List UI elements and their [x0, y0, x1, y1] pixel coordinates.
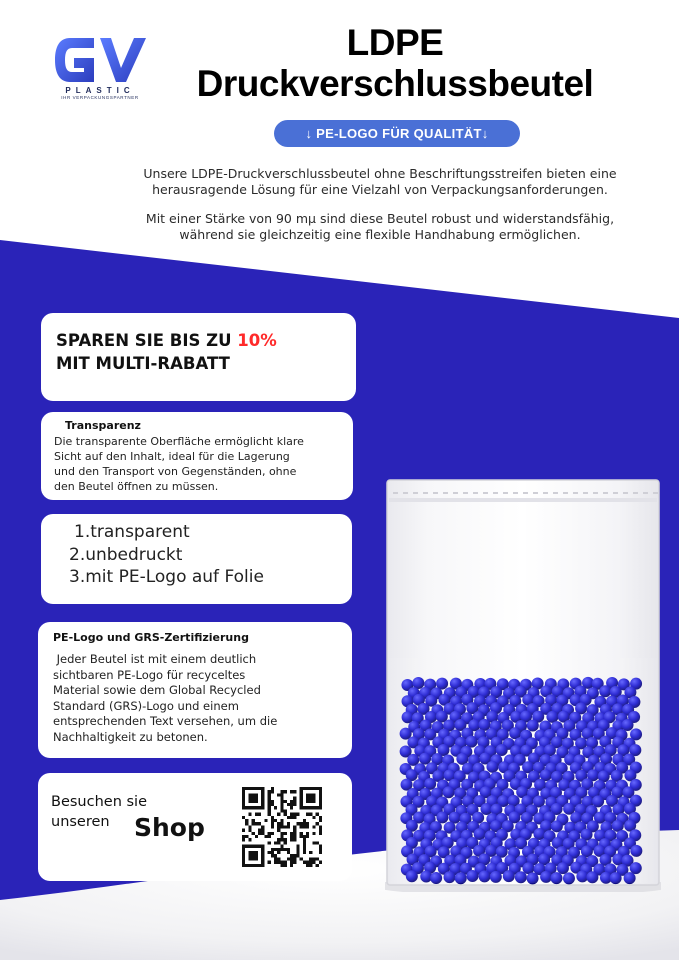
gv-logo-icon	[50, 32, 150, 88]
shop-invite	[51, 792, 147, 832]
certification-line: Material sowie dem Global Recycled	[53, 683, 261, 697]
discount-percent: 10%	[237, 331, 277, 350]
transparency-line: Sicht auf den Inhalt, ideal für die Lagerung	[54, 450, 290, 463]
certification-line: entsprechenden Text versehen, um die	[53, 714, 278, 728]
certification-heading: PE-Logo und GRS-Zertifizierung	[53, 631, 249, 644]
certification-card	[38, 622, 352, 758]
intro-p1-line1: Unsere LDPE-Druckverschlussbeutel ohne Beschriftungsstreifen bieten eine	[143, 166, 617, 181]
intro-p2-line1: Mit einer Stärke von 90 mμ sind diese Beutel robust und widerstandsfähig,	[145, 211, 615, 226]
intro-paragraph-1	[105, 166, 655, 197]
zip-bag-image	[385, 478, 661, 892]
quality-badge: ↓ PE-LOGO FÜR QUALITÄT↓	[274, 120, 520, 147]
transparency-card	[41, 412, 353, 500]
intro-text	[105, 166, 655, 256]
shop-card[interactable]	[38, 773, 352, 881]
transparency-heading: Transparenz	[65, 419, 141, 432]
shop-invite-line-1: Besuchen sie	[51, 794, 147, 810]
certification-line: Nachhaltigkeit zu betonen.	[53, 729, 208, 744]
transparency-line: und den Transport von Gegenständen, ohne	[54, 465, 297, 478]
certification-line: Jeder Beutel ist mit einem deutlich	[53, 652, 257, 666]
transparency-body	[54, 434, 349, 494]
discount-prefix: SPAREN SIE BIS ZU	[56, 331, 238, 350]
brand-logo	[50, 32, 150, 102]
page-title	[170, 22, 620, 104]
intro-p2-line2: während sie gleichzeitig eine flexible Handhabung ermöglichen.	[179, 226, 581, 242]
qr-code-icon[interactable]	[242, 787, 322, 867]
certification-line: Standard (GRS)-Logo und einem	[53, 698, 239, 713]
intro-paragraph-2	[105, 211, 655, 242]
discount-text	[56, 329, 277, 375]
discount-card	[41, 313, 356, 401]
title-line-1: LDPE	[346, 22, 444, 63]
shop-invite-line-2: unseren	[51, 814, 110, 830]
logo-tagline: IHR VERPACKUNGSPARTNER	[61, 95, 139, 100]
variants-card	[41, 514, 352, 604]
logo-wordmark: PLASTIC	[65, 86, 135, 95]
intro-p1-line2: herausragende Lösung für eine Vielzahl von Verpackungsanforderungen.	[152, 181, 608, 197]
transparency-line: den Beutel öffnen zu müssen.	[54, 480, 219, 493]
variant-item-3: 3.mit PE-Logo auf Folie	[69, 567, 264, 587]
discount-line-2: MIT MULTI-RABATT	[56, 354, 230, 373]
certification-body	[53, 652, 343, 745]
certification-line: sichtbaren PE-Logo für recyceltes	[53, 667, 246, 682]
variant-item-1: 1.transparent	[74, 522, 190, 542]
title-line-2: Druckverschlussbeutel	[196, 63, 594, 104]
shop-link[interactable]: Shop	[134, 813, 205, 842]
transparency-line: Die transparente Oberfläche ermöglicht klare	[54, 435, 304, 448]
variant-item-2: 2.unbedruckt	[69, 545, 183, 565]
